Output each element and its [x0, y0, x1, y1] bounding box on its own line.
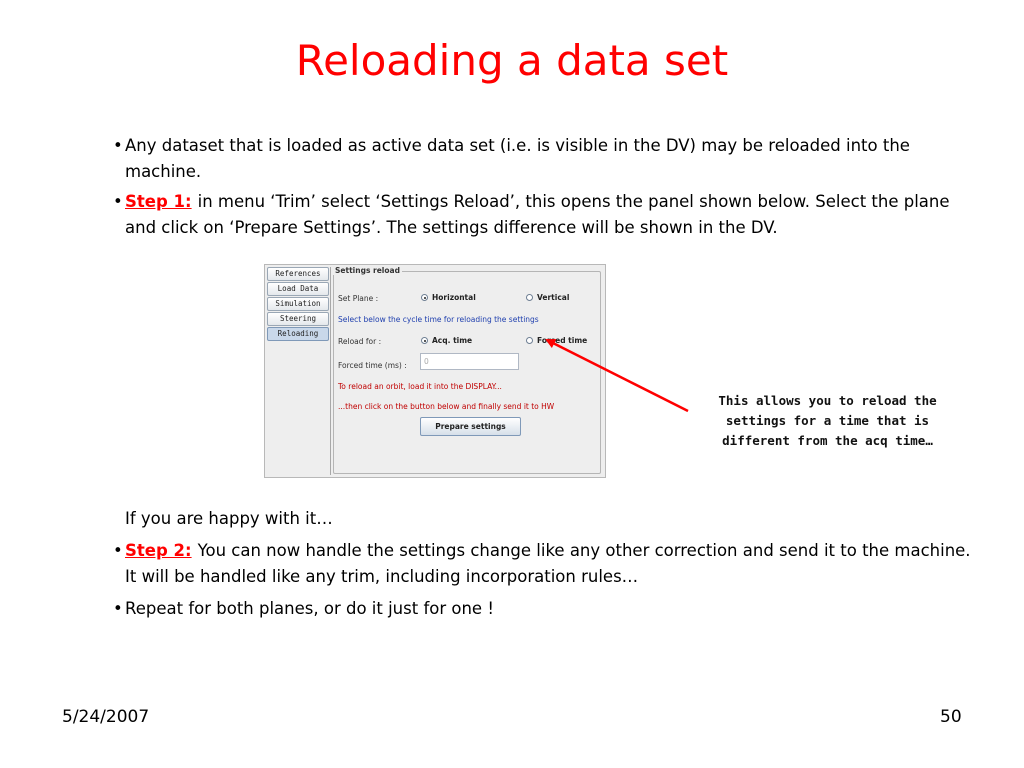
reload-for-label: Reload for :	[338, 337, 382, 346]
page-number: 50	[940, 707, 962, 727]
bullet-step2	[113, 538, 983, 590]
forced-time-label: Forced time (ms) :	[338, 361, 407, 370]
tab-simulation[interactable]: Simulation	[267, 297, 329, 311]
tab-references[interactable]: References	[267, 267, 329, 281]
bullet-marker: •	[113, 599, 123, 618]
group-title: Settings reload	[335, 266, 400, 275]
step2-text: You can now handle the settings change like any other correction and send it to the machine. It will be handled like any trim, including incorporation rules…	[125, 541, 971, 586]
orbit-reload-note: To reload an orbit, load it into the DISPLAY...	[338, 382, 502, 391]
bullet-text: Repeat for both planes, or do it just for one !	[125, 599, 494, 618]
bullet-text: Any dataset that is loaded as active data set (i.e. is visible in the DV) may be reloaded into the machine.	[125, 136, 910, 181]
slide-title: Reloading a data set	[295, 36, 729, 85]
radio-vertical-label: Vertical	[537, 293, 570, 302]
radio-acq-time-label: Acq. time	[432, 336, 473, 345]
bullet-marker: •	[113, 541, 123, 560]
radio-horizontal-label: Horizontal	[432, 293, 476, 302]
bullet-marker: •	[113, 136, 123, 155]
bullet-repeat	[113, 596, 983, 622]
send-to-hw-note: ...then click on the button below and finally send it to HW	[338, 402, 555, 411]
cycle-time-hint: Select below the cycle time for reloading the settings	[338, 315, 539, 324]
prepare-settings-button[interactable]: Prepare settings	[420, 417, 521, 436]
tab-reloading[interactable]: Reloading	[267, 327, 329, 341]
footer-date: 5/24/2007	[62, 707, 150, 727]
bullet-marker: •	[113, 192, 123, 211]
radio-forced-time-label: Forced time	[537, 336, 588, 345]
step2-label: Step 2:	[125, 541, 192, 560]
step1-label: Step 1:	[125, 192, 192, 211]
forced-time-input[interactable]: 0	[420, 353, 519, 370]
set-plane-label: Set Plane :	[338, 294, 379, 303]
step1-text: in menu ‘Trim’ select ‘Settings Reload’, this opens the panel shown below. Select the plane and click on ‘Prepare Settings’. The settings difference will be shown in the DV.	[125, 192, 950, 237]
tab-load-data[interactable]: Load Data	[267, 282, 329, 296]
happy-text: If you are happy with it…	[125, 509, 333, 528]
callout-text: This allows you to reload the settings for a time that is different from the acq time…	[718, 393, 937, 448]
tab-steering[interactable]: Steering	[267, 312, 329, 326]
